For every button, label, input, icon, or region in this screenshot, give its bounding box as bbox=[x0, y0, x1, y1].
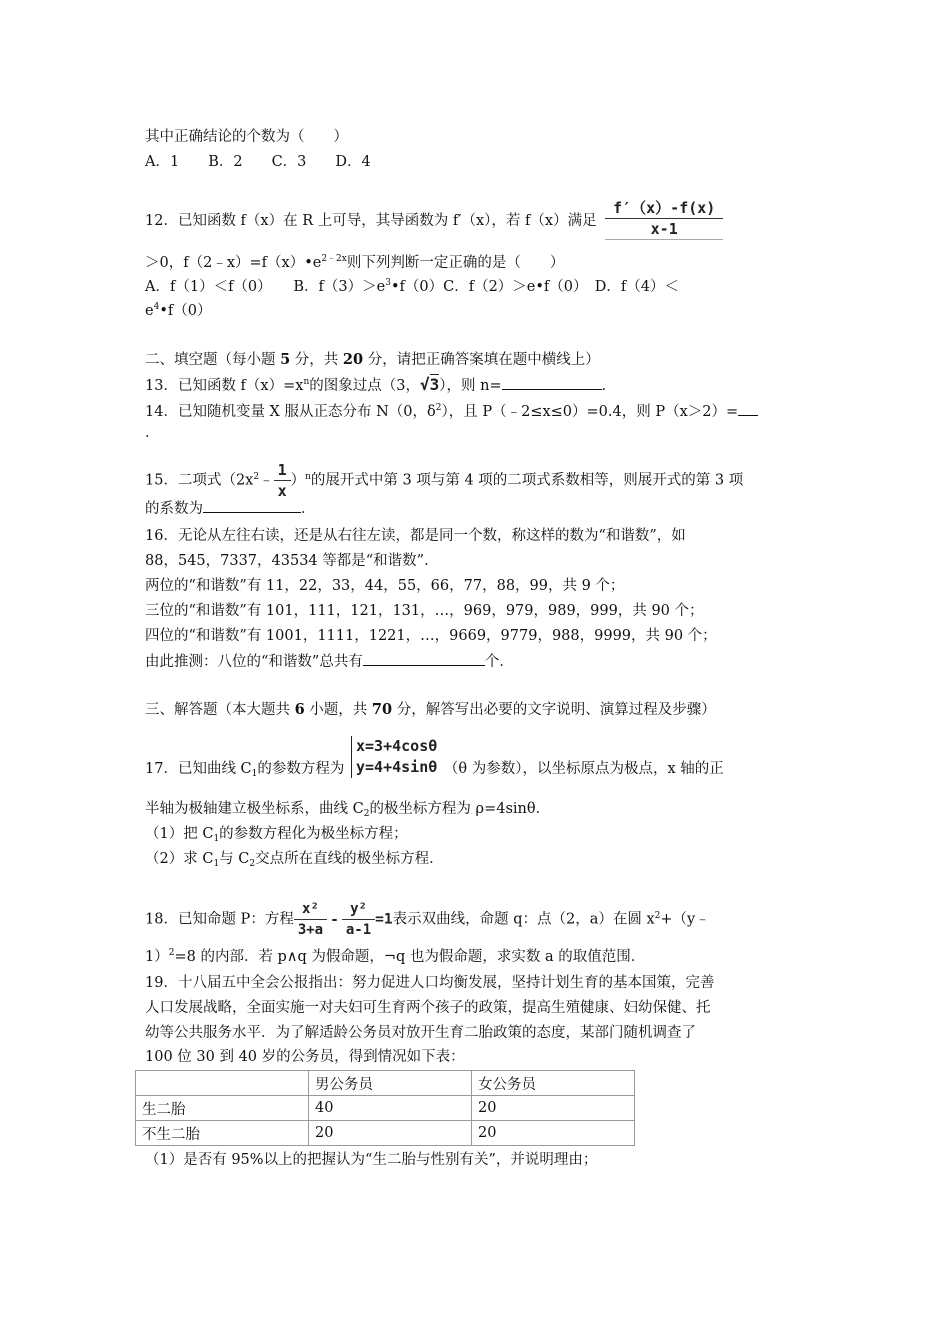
q17-equation-system: x=3+4cosθ y=4+4sinθ bbox=[351, 736, 437, 778]
q19-survey-table bbox=[135, 1070, 635, 1146]
sqrt-3: √3 bbox=[419, 375, 440, 394]
q12-line2: ＞0，$f(2﹣x)=f(x)•e^{2﹣2x}$则下列判断一定正确的是（ ） bbox=[145, 254, 565, 271]
q18-fraction-y: $\frac{\text{y²}}{a-1}$ bbox=[342, 899, 375, 940]
q16-line4: 三位的“和谐数”有 101，111，121，131，…，969，979，989，999，共 90 个； bbox=[145, 603, 704, 619]
table-cell: 生二胎 bbox=[136, 1096, 309, 1121]
q15-fraction: $\frac{1}{x}$ bbox=[274, 460, 291, 501]
q11-stem-tail: 其中正确结论的个数为（ ） bbox=[145, 129, 348, 145]
q18-fraction-x: $\frac{\text{x²}}{3+a}$ bbox=[294, 899, 327, 940]
q14-answer-blank[interactable] bbox=[738, 401, 758, 416]
q12-fraction: $\frac{f'(x)-f(x)}{x-1}$ bbox=[605, 198, 723, 240]
q17-line2: 半轴为极轴建立极坐标系，曲线 $C_2$的极坐标方程为 ρ=4sinθ． bbox=[145, 801, 551, 819]
table-cell: 20 bbox=[309, 1121, 472, 1146]
table-row bbox=[136, 1121, 635, 1146]
table-row bbox=[136, 1096, 635, 1121]
q16-answer-blank[interactable] bbox=[363, 651, 485, 666]
table-cell: 男公务员 bbox=[309, 1071, 472, 1096]
table-cell: 女公务员 bbox=[472, 1071, 635, 1096]
q17-part2: （2）求 $C_1$与 $C_2$交点所在直线的极坐标方程． bbox=[145, 851, 444, 869]
q19-line2: 人口发展战略，全面实施一对夫妇可生育两个孩子的政策，提高生殖健康、妇幼保健、托 bbox=[145, 1000, 711, 1016]
table-cell: 20 bbox=[472, 1096, 635, 1121]
q16-line1: 16．无论从左往右读，还是从右往左读，都是同一个数，称这样的数为“和谐数”，如 bbox=[145, 528, 686, 544]
q16-line2: 88，545，7337，43534 等都是“和谐数”． bbox=[145, 553, 439, 569]
q12-options: A．f（1）＜f（0） B．$f(3)>e^3•f(0)C$．f（2）＞e•f（0） D．f（4）＜ bbox=[145, 278, 679, 295]
section2-heading: 二、填空题（每小题 5 分，共 20 分，请把正确答案填在题中横线上） bbox=[145, 351, 600, 368]
q14-end: ． bbox=[145, 425, 160, 441]
table-cell bbox=[136, 1071, 309, 1096]
table-cell: 不生二胎 bbox=[136, 1121, 309, 1146]
table-cell: 40 bbox=[309, 1096, 472, 1121]
q15-line2: 的系数为 ． bbox=[145, 498, 316, 519]
q19-part1: （1）是否有 95%以上的把握认为“生二胎与性别有关”，并说明理由； bbox=[145, 1152, 598, 1168]
q12-line1: 12．已知函数 f（x）在 R 上可导，其导函数为 f′（x），若 f（x）满足 $\frac{f'(x)-f(x)}{x-1}$ bbox=[145, 200, 723, 242]
q19-line1: 19．十八届五中全会公报指出：努力促进人口均衡发展，坚持计划生育的基本国策，完善 bbox=[145, 975, 715, 991]
q15-line1: 15．二项式（$2x^2﹣$ $\frac{1}{x}$ ）$^n$的展开式中第 3 项与第 4 项的二项式系数相等，则展开式的第 3 项 bbox=[145, 461, 744, 500]
table-cell: 20 bbox=[472, 1121, 635, 1146]
q16-line6: 由此推测：八位的“和谐数”总共有 个． bbox=[145, 651, 514, 672]
q19-line4: 100 位 30 到 40 岁的公务员，得到情况如下表： bbox=[145, 1049, 465, 1065]
q19-line3: 幼等公共服务水平．为了解适龄公务员对放开生育二胎政策的态度，某部门随机调查了 bbox=[145, 1025, 696, 1041]
q13-answer-blank[interactable] bbox=[502, 375, 602, 390]
q15-answer-blank[interactable] bbox=[203, 498, 301, 513]
section3-heading: 三、解答题（本大题共 6 小题，共 70 分，解答写出必要的文字说明、演算过程及步骤） bbox=[145, 701, 716, 718]
q18-line2: 1）$^2$=8 的内部．若 p∧q 为假命题，¬q 也为假命题，求实数 a 的取值范围． bbox=[145, 948, 646, 965]
q13: 13．已知函数 $f(x)=x^n$的图象过点（3，√3），则 n= ． bbox=[145, 375, 617, 394]
q14: 14．已知随机变量 X 服从正态分布 N（0，$\delta^2$），且 P（﹣2≤x≤0）=0.4，则 P（x＞2）= bbox=[145, 401, 758, 424]
q16-line5: 四位的“和谐数”有 1001，1111，1221，…，9669，9779，988，9999，共 90 个； bbox=[145, 628, 717, 644]
q17-part1: （1）把 $C_1$的参数方程化为极坐标方程； bbox=[145, 826, 408, 844]
q18-line1: 18．已知命题 P：方程 $\frac{\text{x²}}{3+a}$ - $\frac{\text{y²}}{a-1}$ =1表示双曲线，命题 q：点（2，a）在圆 $x^2+(y﹣$ bbox=[145, 901, 710, 938]
q12-options-cont: $e^4•f(0)$ bbox=[145, 302, 212, 319]
table-header-row bbox=[136, 1071, 635, 1096]
q17-line1: 17．已知曲线 $C_1$的参数方程为 x=3+4cosθ y=4+4sinθ （θ 为参数），以坐标原点为极点，x 轴的正 bbox=[145, 737, 724, 779]
q16-line3: 两位的“和谐数”有 11，22，33，44，55，66，77，88，99，共 9 个； bbox=[145, 578, 625, 594]
q11-options: A．1 B．2 C．3 D．4 bbox=[145, 154, 371, 170]
